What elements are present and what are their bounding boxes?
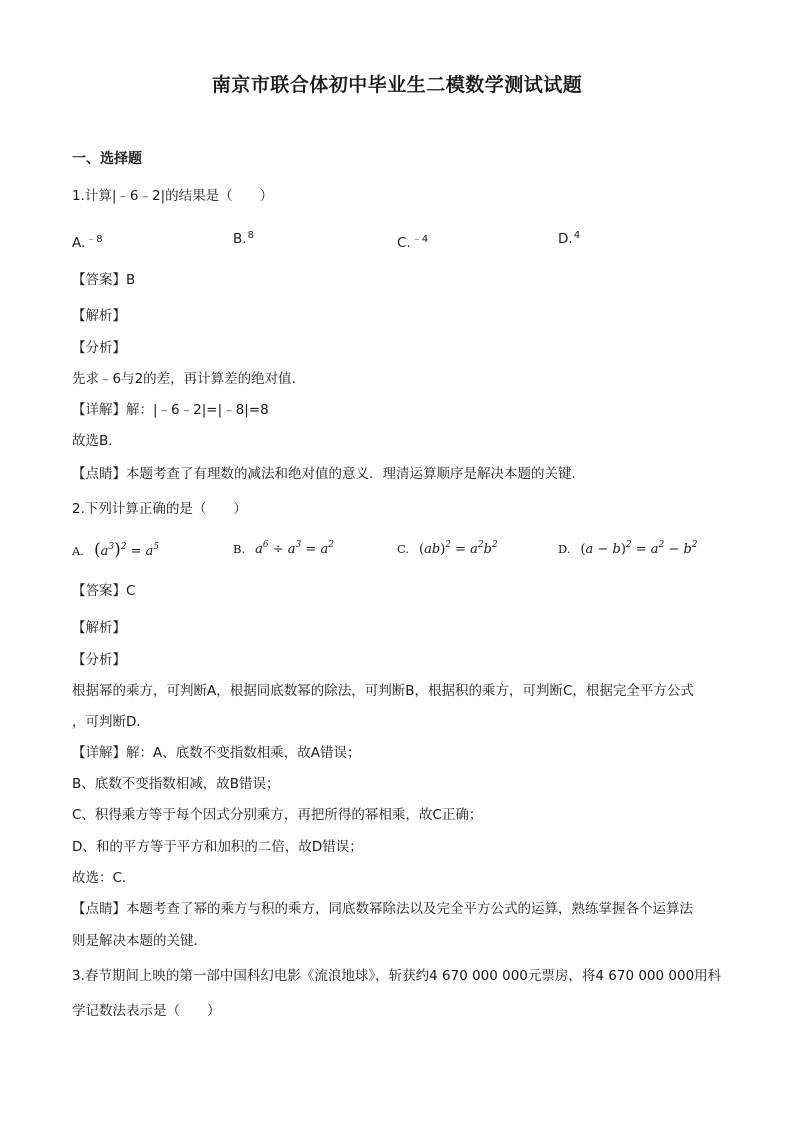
q1-option-a — [72, 230, 103, 251]
q2-stem: 2.下列计算正确的是（ ） — [72, 501, 247, 517]
option-label: B. — [233, 542, 246, 556]
option-value: ﹣8 — [86, 234, 103, 245]
q2-dianjing-line2: 则是解决本题的关键． — [72, 933, 207, 949]
option-label: A. — [72, 235, 86, 251]
option-formula: $a^6 \div a^3 = a^2$ — [255, 540, 334, 557]
q2-option-a — [72, 540, 159, 560]
q2-line-b: B、底数不变指数相减，故B错误； — [72, 776, 280, 792]
option-formula: $(a - b)^2 = a^2 - b^2$ — [580, 540, 698, 557]
q2-option-b — [233, 540, 334, 557]
q3-stem-line2: 学记数法表示是（ ） — [72, 1003, 221, 1019]
option-label: C. — [397, 235, 411, 251]
q1-stem: 1.计算|﹣6﹣2|的结果是（ ） — [72, 188, 274, 204]
q1-answer: 【答案】B — [72, 272, 136, 288]
option-label: B. — [233, 231, 247, 247]
option-value: 4 — [573, 230, 581, 241]
section-heading: 一、选择题 — [72, 151, 142, 167]
q2-xiangjie: 【详解】解：A、底数不变指数相乘，故A错误； — [72, 745, 361, 761]
q1-dianjing: 【点睛】本题考查了有理数的减法和绝对值的意义．理清运算顺序是解决本题的关键． — [72, 466, 585, 482]
q3-stem-line1: 3.春节期间上映的第一部中国科幻电影《流浪地球》，斩获约4 670 000 000元票房，将4 670 000 000用科 — [72, 968, 722, 984]
q2-option-c — [397, 540, 498, 557]
q1-jiexi: 【解析】 — [72, 308, 126, 324]
q2-line-c: C、积得乘方等于每个因式分别乘方，再把所得的幂相乘，故C正确； — [72, 807, 483, 823]
q2-jiexi: 【解析】 — [72, 620, 126, 636]
q1-guxuan: 故选B． — [72, 433, 122, 449]
q1-option-d — [558, 230, 580, 247]
option-label: D. — [558, 542, 571, 556]
option-value: ﹣4 — [411, 234, 429, 245]
q2-fenxi-tag: 【分析】 — [72, 652, 126, 668]
q2-fenxi-line2: ，可判断D． — [72, 714, 150, 730]
q1-option-b — [233, 230, 254, 247]
q2-option-d — [558, 540, 698, 557]
q1-xiangjie: 【详解】解：|﹣6﹣2|=|﹣8|=8 — [72, 402, 269, 418]
option-label: C. — [397, 542, 410, 556]
option-formula: $(ab)^2 = a^2b^2$ — [419, 540, 498, 557]
q1-fenxi: 先求﹣6与2的差，再计算差的绝对值． — [72, 371, 306, 387]
document-title: 南京市联合体初中毕业生二模数学测试试题 — [211, 74, 583, 96]
q2-line-d: D、和的平方等于平方和加积的二倍，故D错误； — [72, 839, 363, 855]
q2-answer: 【答案】C — [72, 583, 136, 599]
option-label: D. — [558, 231, 573, 247]
q2-guxuan: 故选：C． — [72, 870, 136, 886]
option-formula: $(a^3)^2 = a^5$ — [93, 540, 160, 560]
q2-dianjing-line1: 【点睛】本题考查了幂的乘方与积的乘方，同底数幂除法以及完全平方公式的运算，熟练掌握各个运算法 — [72, 901, 693, 917]
q1-fenxi-tag: 【分析】 — [72, 340, 126, 356]
option-value: 8 — [247, 230, 254, 241]
option-label: A. — [72, 544, 84, 558]
q2-fenxi-line1: 根据幂的乘方，可判断A，根据同底数幂的除法，可判断B，根据积的乘方，可判断C，根据完全平方公式 — [72, 683, 694, 699]
q1-option-c — [397, 230, 428, 251]
